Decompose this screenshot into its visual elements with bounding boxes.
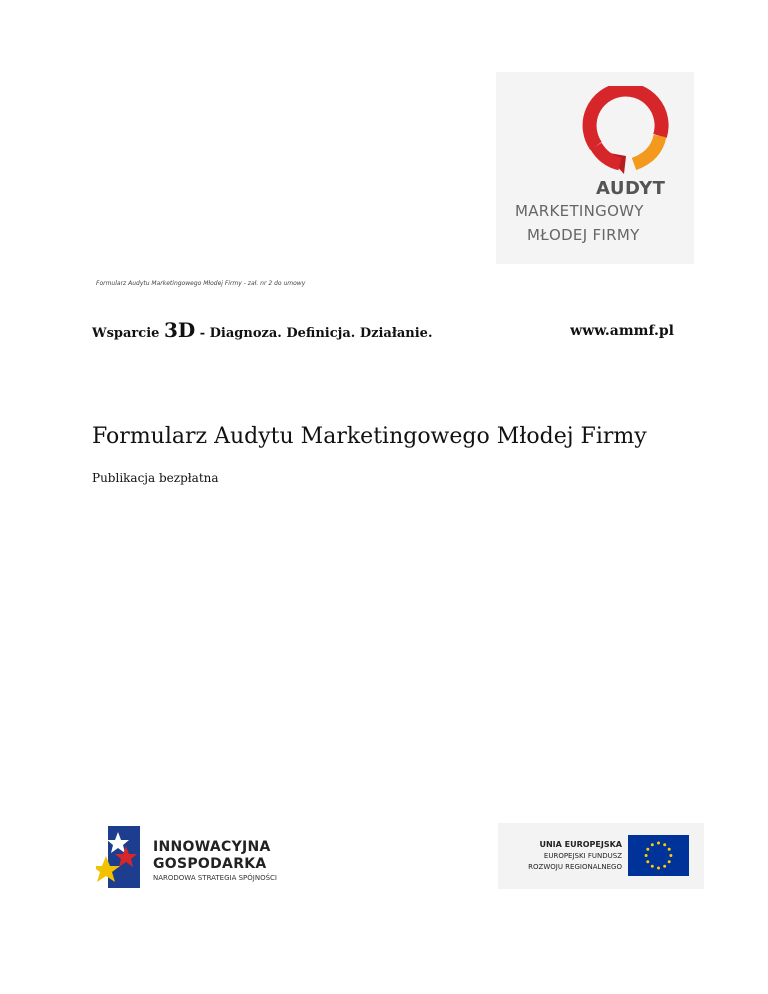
support-3d: 3D	[163, 318, 196, 342]
ig-line-1: INNOWACYJNA	[153, 839, 271, 855]
ammf-logo	[496, 72, 694, 264]
eu-line-3: ROZWOJU REGIONALNEGO	[528, 863, 622, 871]
logo-line-1: AUDYT	[596, 178, 666, 199]
website-url[interactable]: www.ammf.pl	[570, 323, 674, 339]
eu-flag-icon	[628, 835, 689, 876]
support-suffix: - Diagnoza. Definicja. Działanie.	[199, 326, 433, 341]
support-tagline	[92, 318, 432, 342]
audit-arrow-icon	[574, 86, 674, 182]
page-title: Formularz Audytu Marketingowego Młodej Firmy	[92, 424, 647, 449]
logo-line-2: MARKETINGOWY	[515, 202, 644, 220]
innowacyjna-gospodarka-logo	[96, 826, 326, 890]
page-subtitle: Publikacja bezpłatna	[92, 471, 219, 485]
eu-line-1: UNIA EUROPEJSKA	[539, 840, 622, 849]
header-note: Formularz Audytu Marketingowego Młodej Firmy - zał. nr 2 do umowy	[96, 280, 306, 287]
ig-line-3: NARODOWA STRATEGIA SPÓJNOŚCI	[153, 874, 277, 882]
ig-line-2: GOSPODARKA	[153, 856, 267, 872]
ig-stars-icon	[96, 826, 140, 888]
support-prefix: Wsparcie	[92, 326, 160, 341]
eu-line-2: EUROPEJSKI FUNDUSZ	[543, 852, 622, 860]
logo-line-3: MŁODEJ FIRMY	[527, 226, 640, 244]
eu-logo	[498, 823, 704, 889]
